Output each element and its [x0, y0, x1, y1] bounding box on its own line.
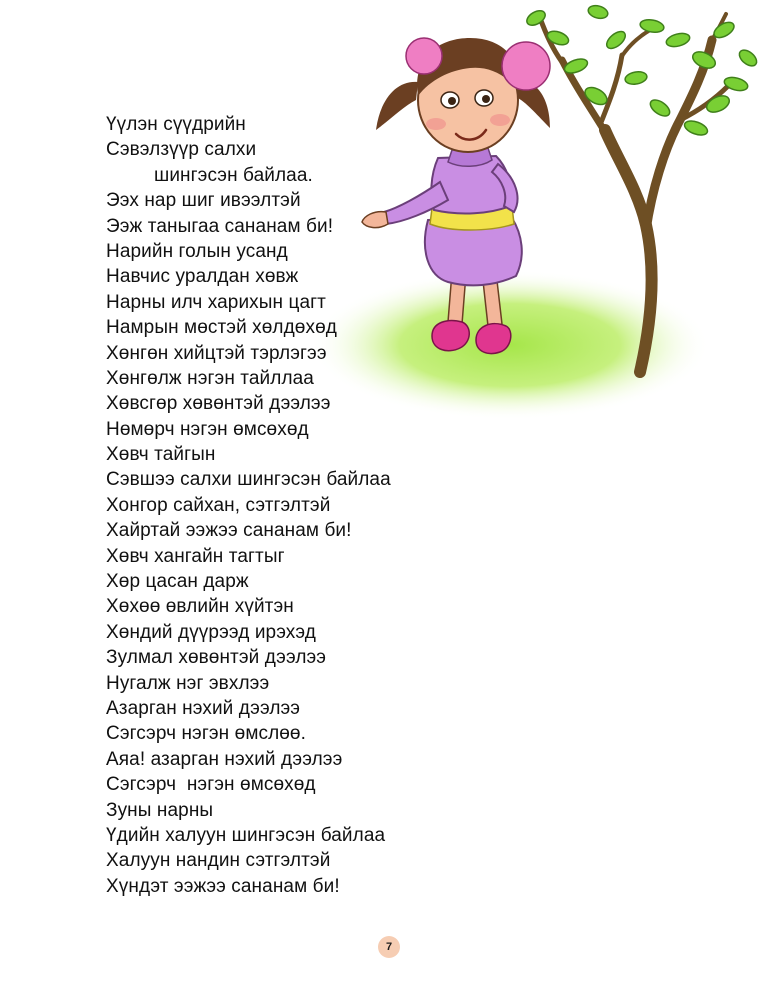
- poem-line: Нөмөрч нэгэн өмсөхөд: [106, 418, 309, 440]
- poem-line: Азарган нэхий дээлээ: [106, 697, 301, 719]
- poem-line: Хөхөө өвлийн хүйтэн: [106, 596, 294, 618]
- poem-line: Хайртай ээжээ сананам би!: [106, 520, 352, 542]
- poem-line: Навчис уралдан хөвж: [106, 266, 299, 288]
- poem-line: Сэвэлзүүр салхи: [106, 139, 257, 161]
- poem-line: Зуны нарны: [106, 799, 214, 821]
- poem-line: Сэгсэрч нэгэн өмсөхөд: [106, 774, 316, 796]
- poem-line: Аяа! азарган нэхий дээлээ: [106, 748, 343, 770]
- poem-line: Хөр цасан дарж: [106, 571, 249, 593]
- poem-line: Зулмал хөвөнтэй дээлээ: [106, 647, 327, 669]
- page-number-badge: 7: [378, 936, 400, 958]
- poem-line: Хөнгөлж нэгэн тайллаа: [106, 367, 314, 389]
- poem-line: Нарийн голын усанд: [106, 240, 288, 262]
- poem-line: Хөвч тайгын: [106, 444, 216, 466]
- poem-line: Нугалж нэг эвхлээ: [106, 672, 270, 694]
- poem-line: Хөвч хангайн тагтыг: [106, 545, 285, 567]
- poem-line: Хөнгөн хийцтэй тэрлэгээ: [106, 342, 327, 364]
- poem: [106, 112, 486, 899]
- poem-line: Намрын мөстэй хөлдөхөд: [106, 317, 337, 339]
- poem-line: Халуун нандин сэтгэлтэй: [106, 850, 331, 872]
- poem-line: Хөндий дүүрээд ирэхэд: [106, 621, 316, 643]
- poem-line: Хүндэт ээжээ сананам би!: [106, 875, 340, 897]
- poem-line: Хөвсгөр хөвөнтэй дээлээ: [106, 393, 331, 415]
- poem-line: Нарны илч харихын цагт: [106, 291, 326, 313]
- poem-line: Ээж таныгаа сананам би!: [106, 215, 334, 237]
- poem-line: Ээх нар шиг ивээлтэй: [106, 190, 301, 212]
- poem-line: Үүлэн сүүдрийн: [106, 114, 246, 135]
- poem-line: Сэгсэрч нэгэн өмслөө.: [106, 723, 306, 745]
- poem-line: шингэсэн байлаа.: [154, 164, 313, 186]
- pink-hair-bun-right: [502, 42, 550, 90]
- poem-line: Хонгор сайхан, сэтгэлтэй: [106, 494, 331, 516]
- tree-leaves: [524, 4, 759, 138]
- poem-line: Үдийн халуун шингэсэн байлаа: [106, 824, 386, 846]
- pink-hair-bun-left: [406, 38, 442, 74]
- poem-line: Сэвшээ салхи шингэсэн байлаа: [106, 469, 391, 491]
